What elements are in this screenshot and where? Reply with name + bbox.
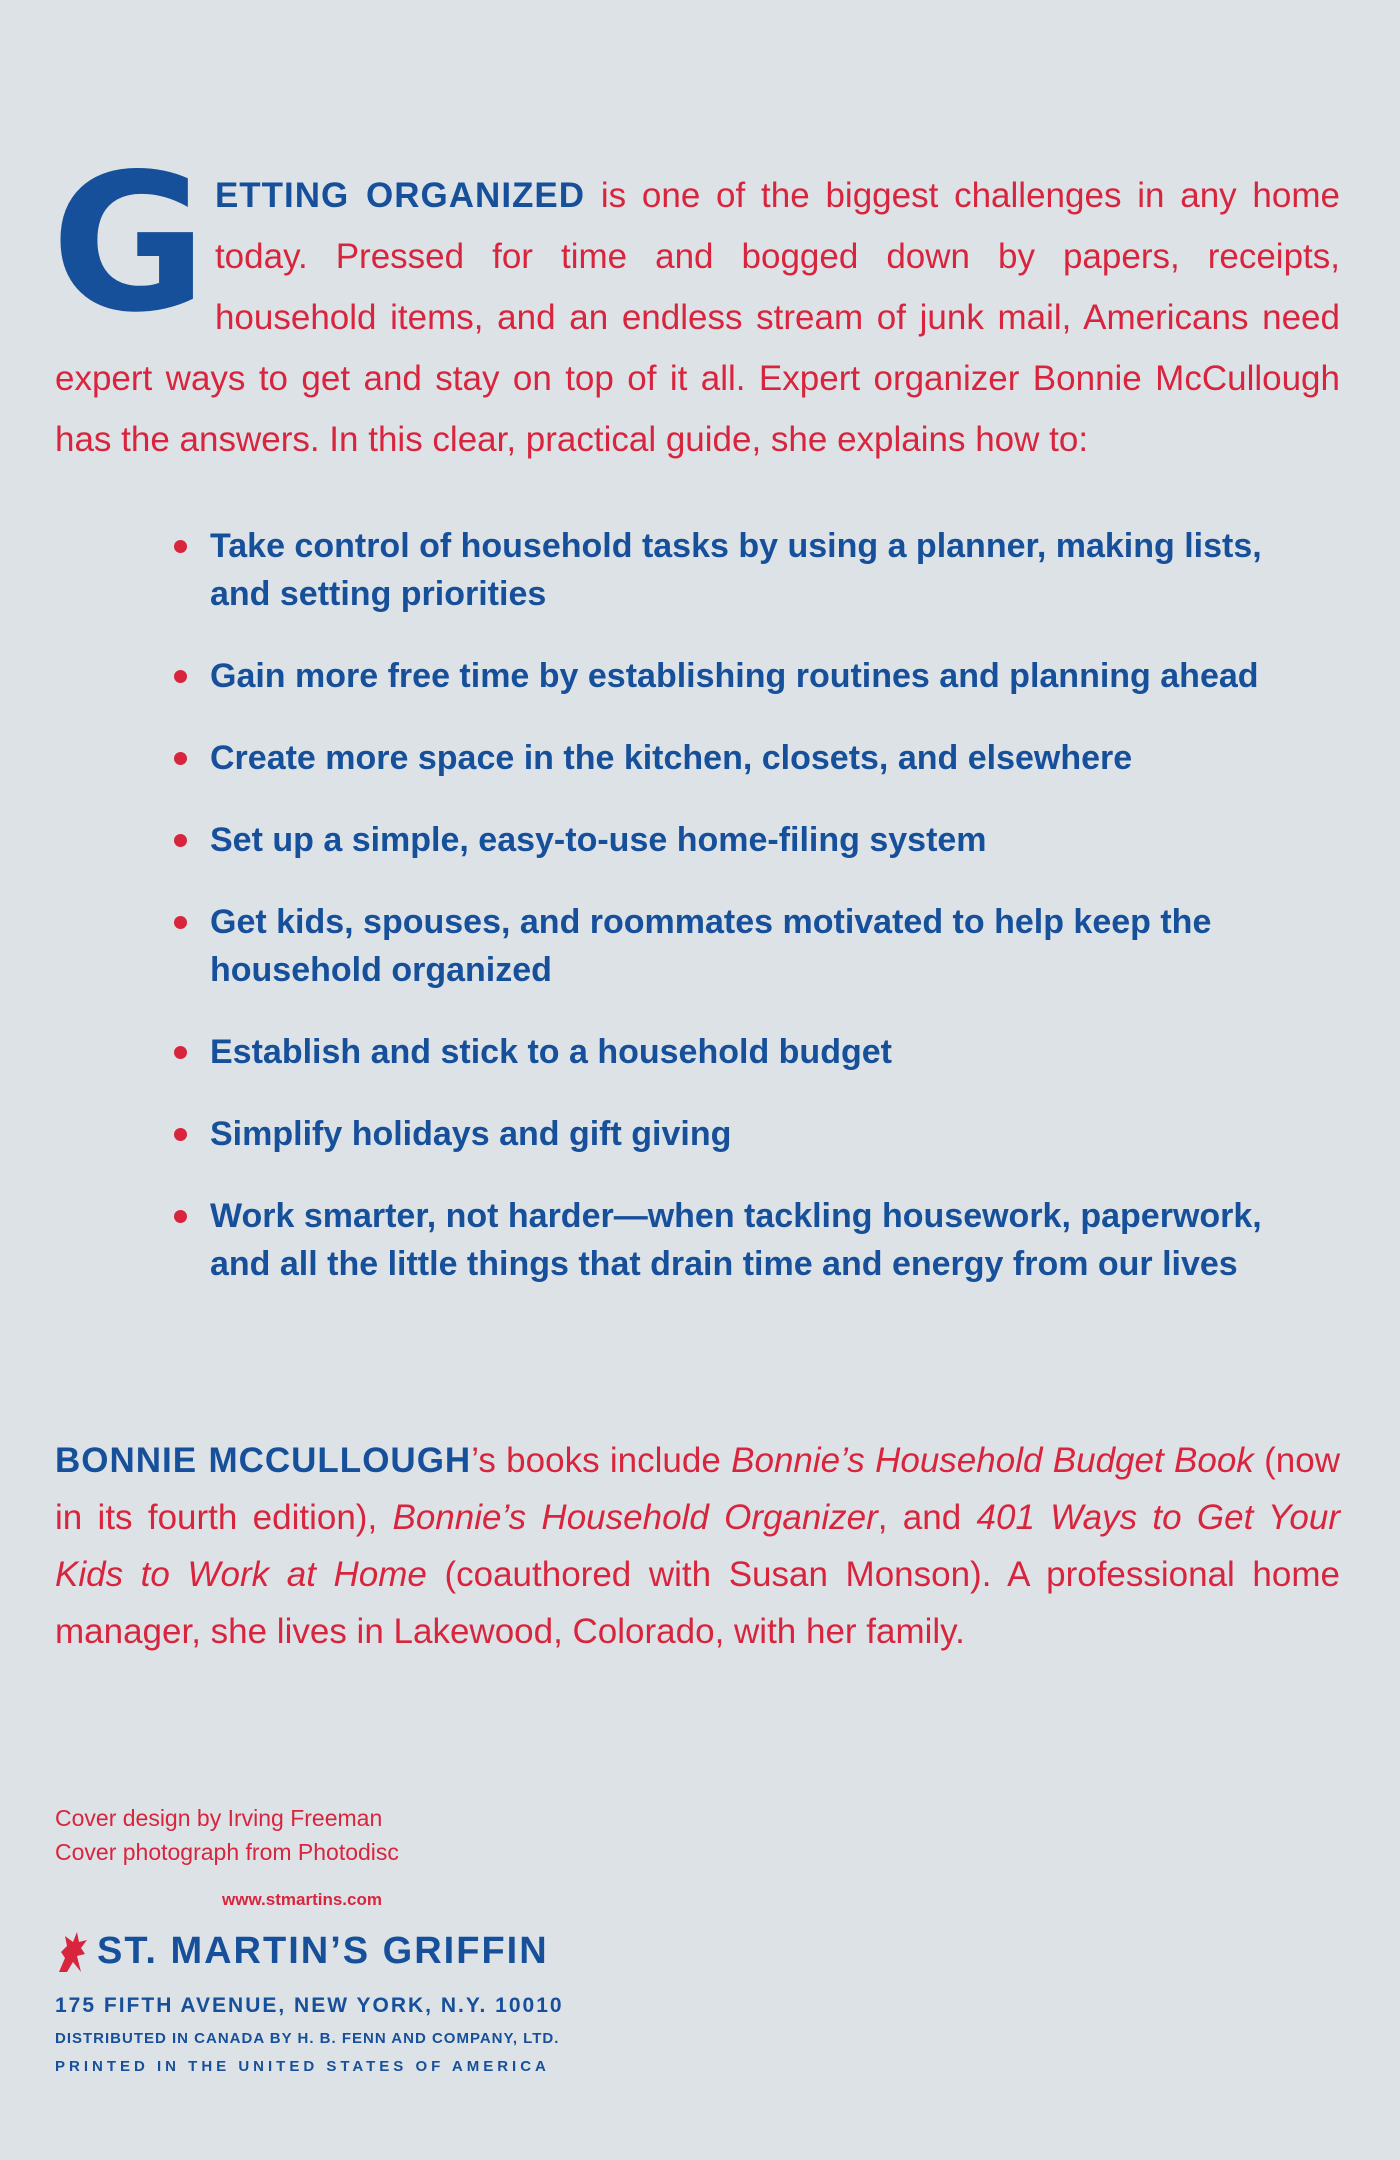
author-bio: BONNIE MCCULLOUGH’s books include Bonnie’s Household Budget Book (now in its fourth edition), Bonnie’s Household Organizer, and 401 Ways to Get Your Kids to Work at Home (coauthored with Susan Monson). A professional home manager, she lives in Lakewood, Colorado, with her family. [55, 1441, 1341, 1651]
distribution-note: DISTRIBUTED IN CANADA BY H. B. FENN AND COMPANY, LTD. [55, 2030, 560, 2047]
book-title: Bonnie’s Household Budget Book [731, 1441, 1254, 1480]
book-title: Bonnie’s Household Organizer [392, 1498, 878, 1537]
publisher-logo [55, 1928, 549, 1974]
intro-paragraph [51, 133, 1340, 470]
list-item: Simplify holidays and gift giving [170, 1110, 1300, 1158]
photo-credit: Cover photograph from Photodisc [55, 1839, 399, 1865]
list-item: Establish and stick to a household budget [170, 1028, 1300, 1076]
list-item: Set up a simple, easy-to-use home-filing system [170, 816, 1300, 864]
benefits-list [170, 522, 1300, 1322]
printed-note: PRINTED IN THE UNITED STATES OF AMERICA [55, 2058, 550, 2075]
design-credit: Cover design by Irving Freeman [55, 1805, 383, 1831]
griffin-icon [55, 1928, 89, 1974]
bullet-icon [174, 1128, 187, 1141]
publisher-name: ST. MARTIN’S GRIFFIN [97, 1929, 549, 1972]
bullet-icon [174, 916, 187, 929]
book-title: 401 Ways to Get Your Kids to Work at Home [55, 1498, 1340, 1594]
publisher-address: 175 FIFTH AVENUE, NEW YORK, N.Y. 10010 [55, 1994, 564, 2017]
list-item: Take control of household tasks by using a planner, making lists, and setting priorities [170, 522, 1300, 618]
bullet-icon [174, 1046, 187, 1059]
bullet-icon [174, 540, 187, 553]
bullet-icon [174, 752, 187, 765]
bullet-icon [174, 670, 187, 683]
intro-text: is one of the biggest challenges in any home today. Pressed for time and bogged down by papers, receipts, household items, and an endless stream of junk mail, Americans need expert ways to get and stay on top of it all. Expert organizer Bonnie McCullough has the answers. In this clear, practical guide, she explains how to: [55, 176, 1340, 459]
intro-lead-in: ETTING ORGANIZED [214, 176, 586, 215]
list-item: Get kids, spouses, and roommates motivated to help keep the household organized [170, 898, 1300, 994]
cover-credits [55, 1801, 399, 1869]
bullet-icon [174, 834, 187, 847]
list-item: Gain more free time by establishing routines and planning ahead [170, 652, 1300, 700]
list-item: Create more space in the kitchen, closets, and elsewhere [170, 734, 1300, 782]
publisher-website: www.stmartins.com [222, 1890, 382, 1909]
drop-cap: G [51, 133, 203, 354]
author-name: BONNIE MCCULLOUGH [55, 1441, 472, 1480]
list-item: Work smarter, not harder—when tackling housework, paperwork, and all the little things that drain time and energy from our lives [170, 1192, 1300, 1288]
bullet-icon [174, 1210, 187, 1223]
